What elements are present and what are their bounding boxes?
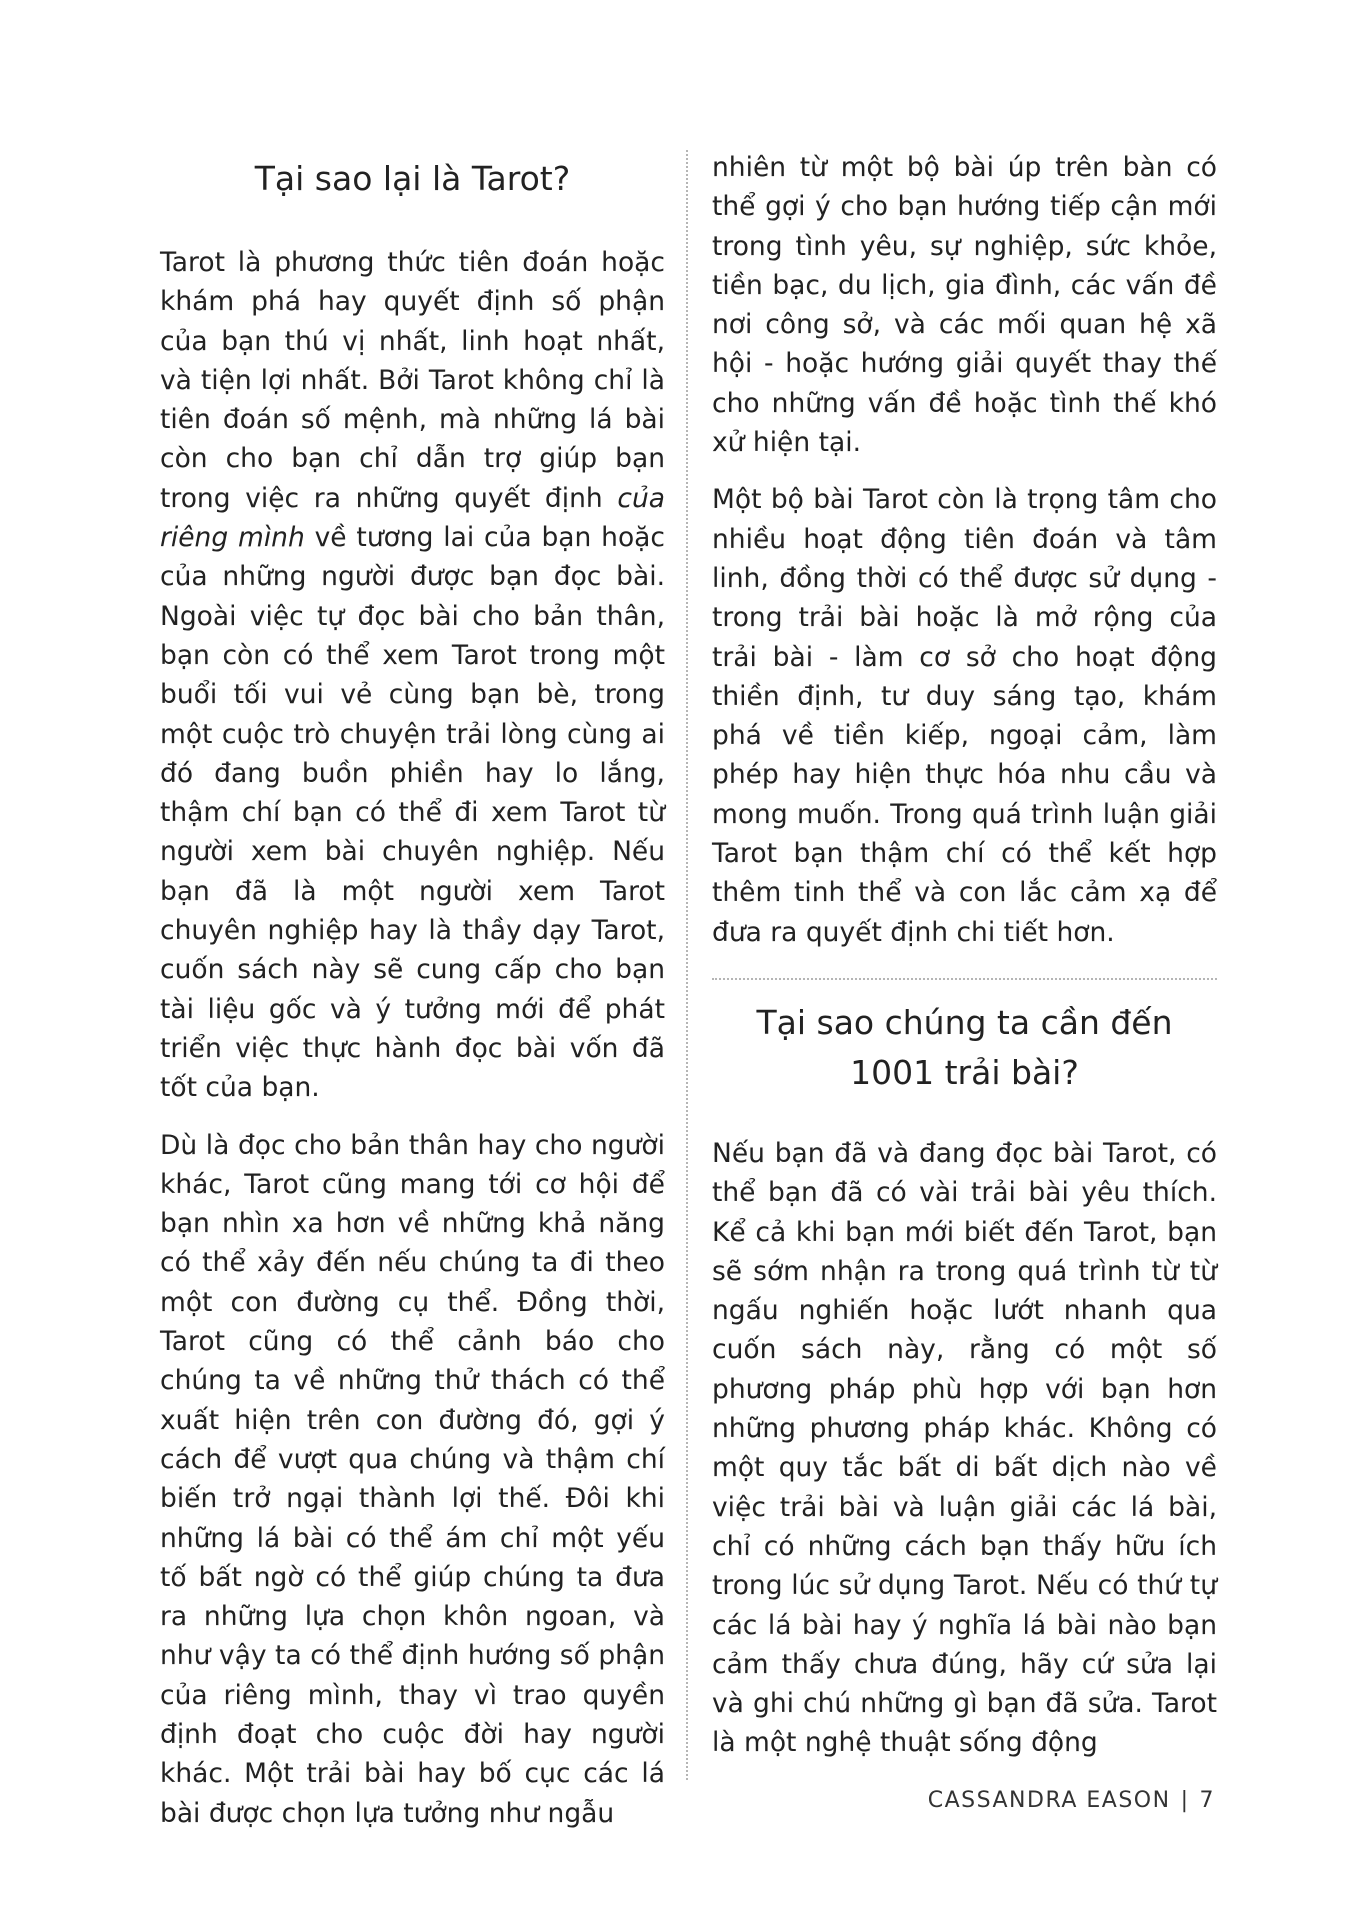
title-line: Tại sao chúng ta cần đến: [756, 1003, 1173, 1042]
emphasis-text: của riêng mình: [160, 482, 665, 554]
paragraph-text: về tương lai của bạn hoặc của những người được bạn đọc bài. Ngoài việc tự đọc bài cho bản thân, bạn còn có thể xem Tarot trong một buổi tối vui vẻ cùng bạn bè, trong một cuộc trò chuyện trải lòng cùng ai đó đang buồn phiền hay lo lắng, thậm chí bạn có thể đi xem Tarot từ người xem bài chuyên nghiệp. Nếu bạn đã là một người xem Tarot chuyên nghiệp hay là thầy dạy Tarot, cuốn sách này sẽ cung cấp cho bạn tài liệu gốc và ý tưởng mới để phát triển việc thực hành đọc bài vốn đã tốt của bạn.: [160, 522, 665, 1104]
section-why-1001-spreads: [712, 998, 1217, 1781]
section-title-why-1001: [712, 998, 1217, 1098]
paragraph: Một bộ bài Tarot còn là trọng tâm cho nhiều hoạt động tiên đoán và tâm linh, đồng thời có thể được sử dụng - trong trải bài hoặc là mở rộng của trải bài - làm cơ sở cho hoạt động thiền định, tư duy sáng tạo, khám phá về tiền kiếp, ngoại cảm, làm phép hay hiện thực hóa nhu cầu và mong muốn. Trong quá trình luận giải Tarot bạn thậm chí có thể kết hợp thêm tinh thể và con lắc cảm xạ để đưa ra quyết định chi tiết hơn.: [712, 484, 1217, 948]
right-column: [712, 148, 1217, 970]
paragraph-continued: nhiên từ một bộ bài úp trên bàn có thể gợi ý cho bạn hướng tiếp cận mới trong tình yêu, sự nghiệp, sức khỏe, tiền bạc, du lịch, gia đình, các vấn đề nơi công sở, và các mối quan hệ xã hội - hoặc hướng giải quyết thay thế cho những vấn đề hoặc tình thế khó xử hiện tại.: [712, 152, 1217, 459]
page-number: 7: [1199, 1788, 1215, 1813]
paragraph: Nếu bạn đã và đang đọc bài Tarot, có thể bạn đã có vài trải bài yêu thích. Kể cả khi bạn mới biết đến Tarot, bạn sẽ sớm nhận ra trong quá trình từ từ ngấu nghiến hoặc lướt nhanh qua cuốn sách này, rằng có một số phương pháp phù hợp với bạn hơn những phương pháp khác. Không có một quy tắc bất di bất dịch nào về việc trải bài và luận giải các lá bài, chỉ có những cách bạn thấy hữu ích trong lúc sử dụng Tarot. Nếu có thứ tự các lá bài hay ý nghĩa lá bài nào bạn cảm thấy chưa đúng, hãy cứ sửa lại và ghi chú những gì bạn đã sửa. Tarot là một nghệ thuật sống động: [712, 1138, 1217, 1759]
column-divider: [686, 150, 688, 1780]
left-column: [160, 0, 665, 1851]
section-divider: [712, 978, 1217, 980]
paragraph: [160, 243, 665, 1108]
page-footer: [928, 1788, 1215, 1813]
author-name: CASSANDRA EASON: [927, 1788, 1171, 1813]
paragraph-text: Tarot là phương thức tiên đoán hoặc khám phá hay quyết định số phận của bạn thú vị nhất, linh hoạt nhất, và tiện lợi nhất. Bởi Tarot không chỉ là tiên đoán số mệnh, mà những lá bài còn cho bạn chỉ dẫn trợ giúp bạn trong việc ra những quyết định: [160, 247, 665, 514]
footer-separator: |: [1180, 1788, 1190, 1813]
section-title-why-tarot: Tại sao lại là Tarot?: [254, 159, 571, 198]
title-line: 1001 trải bài?: [850, 1053, 1079, 1092]
paragraph: Dù là đọc cho bản thân hay cho người khác, Tarot cũng mang tới cơ hội để bạn nhìn xa hơn về những khả năng có thể xảy đến nếu chúng ta đi theo một con đường cụ thể. Đồng thời, Tarot cũng có thể cảnh báo cho chúng ta về những thử thách có thể xuất hiện trên con đường đó, gợi ý cách để vượt qua chúng và thậm chí biến trở ngại thành lợi thế. Đôi khi những lá bài có thể ám chỉ một yếu tố bất ngờ có thể giúp chúng ta đưa ra những lựa chọn khôn ngoan, và như vậy ta có thể định hướng số phận của riêng mình, thay vì trao quyền định đoạt cho cuộc đời hay người khác. Một trải bài hay bố cục các lá bài được chọn lựa tưởng như ngẫu: [160, 1129, 665, 1829]
